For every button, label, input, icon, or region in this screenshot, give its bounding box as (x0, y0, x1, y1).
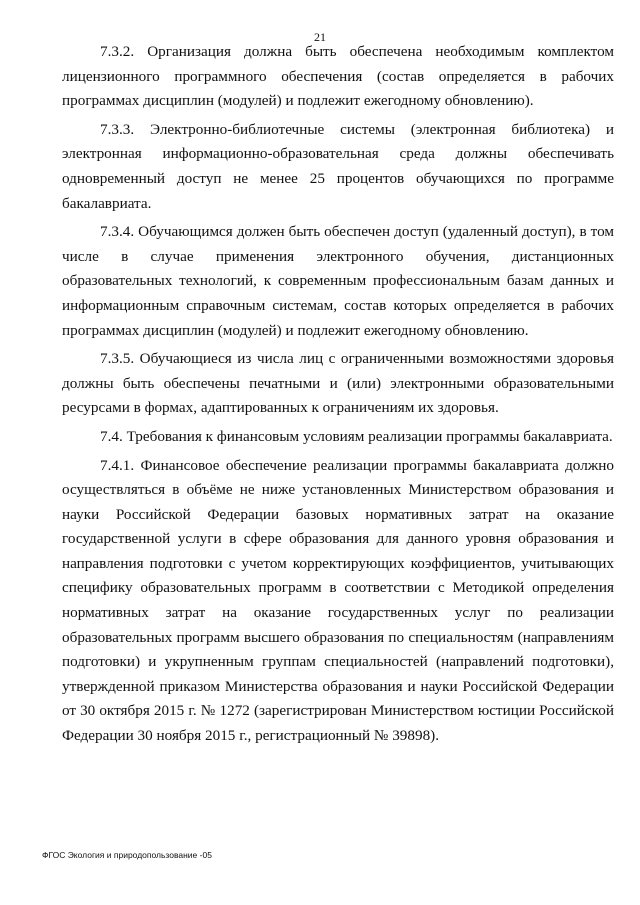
paragraph-7-3-4: 7.3.4. Обучающимся должен быть обеспечен доступ (удаленный доступ), в том числе в случае применения электронного обучения, дистанционных образовательных технологий, к современным профессиональным базам данных и информационным справочным системам, состав которых определяется в рабочих программах дисциплин (модулей) и подлежит ежегодному обновлению. (62, 223, 614, 339)
paragraph-7-4-1: 7.4.1. Финансовое обеспечение реализации программы бакалавриата должно осуществляться в объёме не ниже установленных Министерством образования и науки Российской Федерации базовых нормативных затрат на оказание государственной услуги в сфере образования для данного уровня образования и направления подготовки с учетом корректирующих коэффициентов, учитывающих специфику образовательных программ в соответствии с Методикой определения нормативных затрат на оказание государственных услуг по реализации образовательных программ высшего образования по специальностям (направлениям подготовки) и укрупненным группам специальностей (направлений подготовки), утвержденной приказом Министерства образования и науки Российской Федерации от 30 октября 2015 г. № 1272 (зарегистрирован Министерством юстиции Российской Федерации 30 ноября 2015 г., регистрационный № 39898). (62, 456, 614, 745)
paragraph-7-3-5: 7.3.5. Обучающиеся из числа лиц с ограниченными возможностями здоровья должны быть обеспечены печатными и (или) электронными образовательными ресурсами в формах, адаптированных к ограничениям их здоровья. (62, 350, 614, 417)
paragraph-7-3-2: 7.3.2. Организация должна быть обеспечена необходимым комплектом лицензионного программного обеспечения (состав определяется в рабочих программах дисциплин (модулей) и подлежит ежегодному обновлению). (62, 43, 614, 110)
page-number: 21 (314, 30, 326, 44)
paragraph-7-4: 7.4. Требования к финансовым условиям реализации программы бакалавриата. (100, 427, 613, 445)
paragraph-7-3-3: 7.3.3. Электронно-библиотечные системы (электронная библиотека) и электронная информационно-образовательная среда должны обеспечивать одновременный доступ не менее 25 процентов обучающихся по программе бакалавриата. (62, 120, 614, 212)
page-footer: ФГОС Экология и природопользование -05 (42, 850, 212, 860)
document-body (62, 40, 614, 753)
